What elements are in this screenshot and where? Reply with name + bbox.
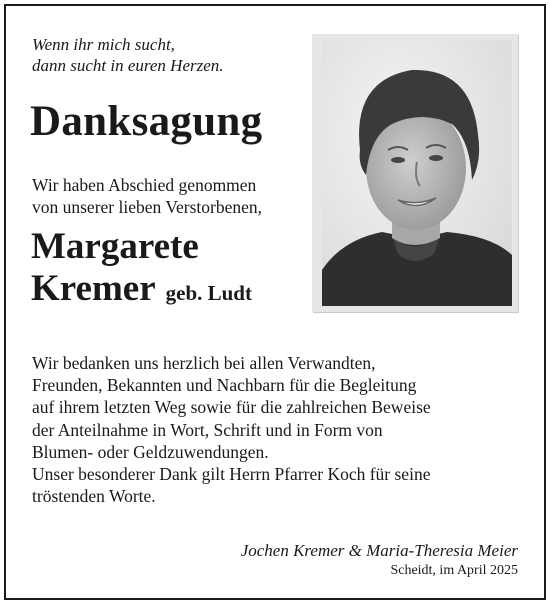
deceased-last-name: Kremer xyxy=(31,268,156,309)
deceased-birth-name: geb. Ludt xyxy=(165,281,252,305)
thanks-line: Freunden, Bekannten und Nachbarn für die Begleitung xyxy=(32,375,417,396)
thanks-text xyxy=(32,352,522,507)
thanks-line: Blumen- oder Geldzuwendungen. xyxy=(32,441,269,462)
thanks-line: der Anteilnahme in Wort, Schrift und in Form von xyxy=(32,419,383,440)
signature-names: Jochen Kremer & Maria-Theresia Meier xyxy=(240,541,518,560)
notice-title: Danksagung xyxy=(30,98,263,145)
thanks-line: Unser besonderer Dank gilt Herrn Pfarrer Koch für seine xyxy=(32,464,431,485)
portrait-illustration xyxy=(322,40,512,306)
thanks-line: tröstenden Worte. xyxy=(32,486,156,507)
farewell-text xyxy=(32,174,262,218)
motto-line-2: dann sucht in euren Herzen. xyxy=(32,56,224,75)
place-date: Scheidt, im April 2025 xyxy=(390,563,518,578)
farewell-line-2: von unserer lieben Verstorbenen, xyxy=(32,197,263,217)
portrait-photo xyxy=(312,34,518,312)
portrait-image xyxy=(322,40,512,306)
motto-line-1: Wenn ihr mich sucht, xyxy=(32,35,175,54)
thanks-line: auf ihrem letzten Weg sowie für die zahlreichen Beweise xyxy=(32,397,431,418)
farewell-line-1: Wir haben Abschied genommen xyxy=(32,175,257,195)
thanks-line: Wir bedanken uns herzlich bei allen Verwandten, xyxy=(32,353,376,373)
deceased-first-name: Margarete xyxy=(31,226,199,267)
motto-quote xyxy=(32,34,224,76)
deceased-name xyxy=(31,226,252,314)
deceased-last-name-line xyxy=(31,268,252,314)
